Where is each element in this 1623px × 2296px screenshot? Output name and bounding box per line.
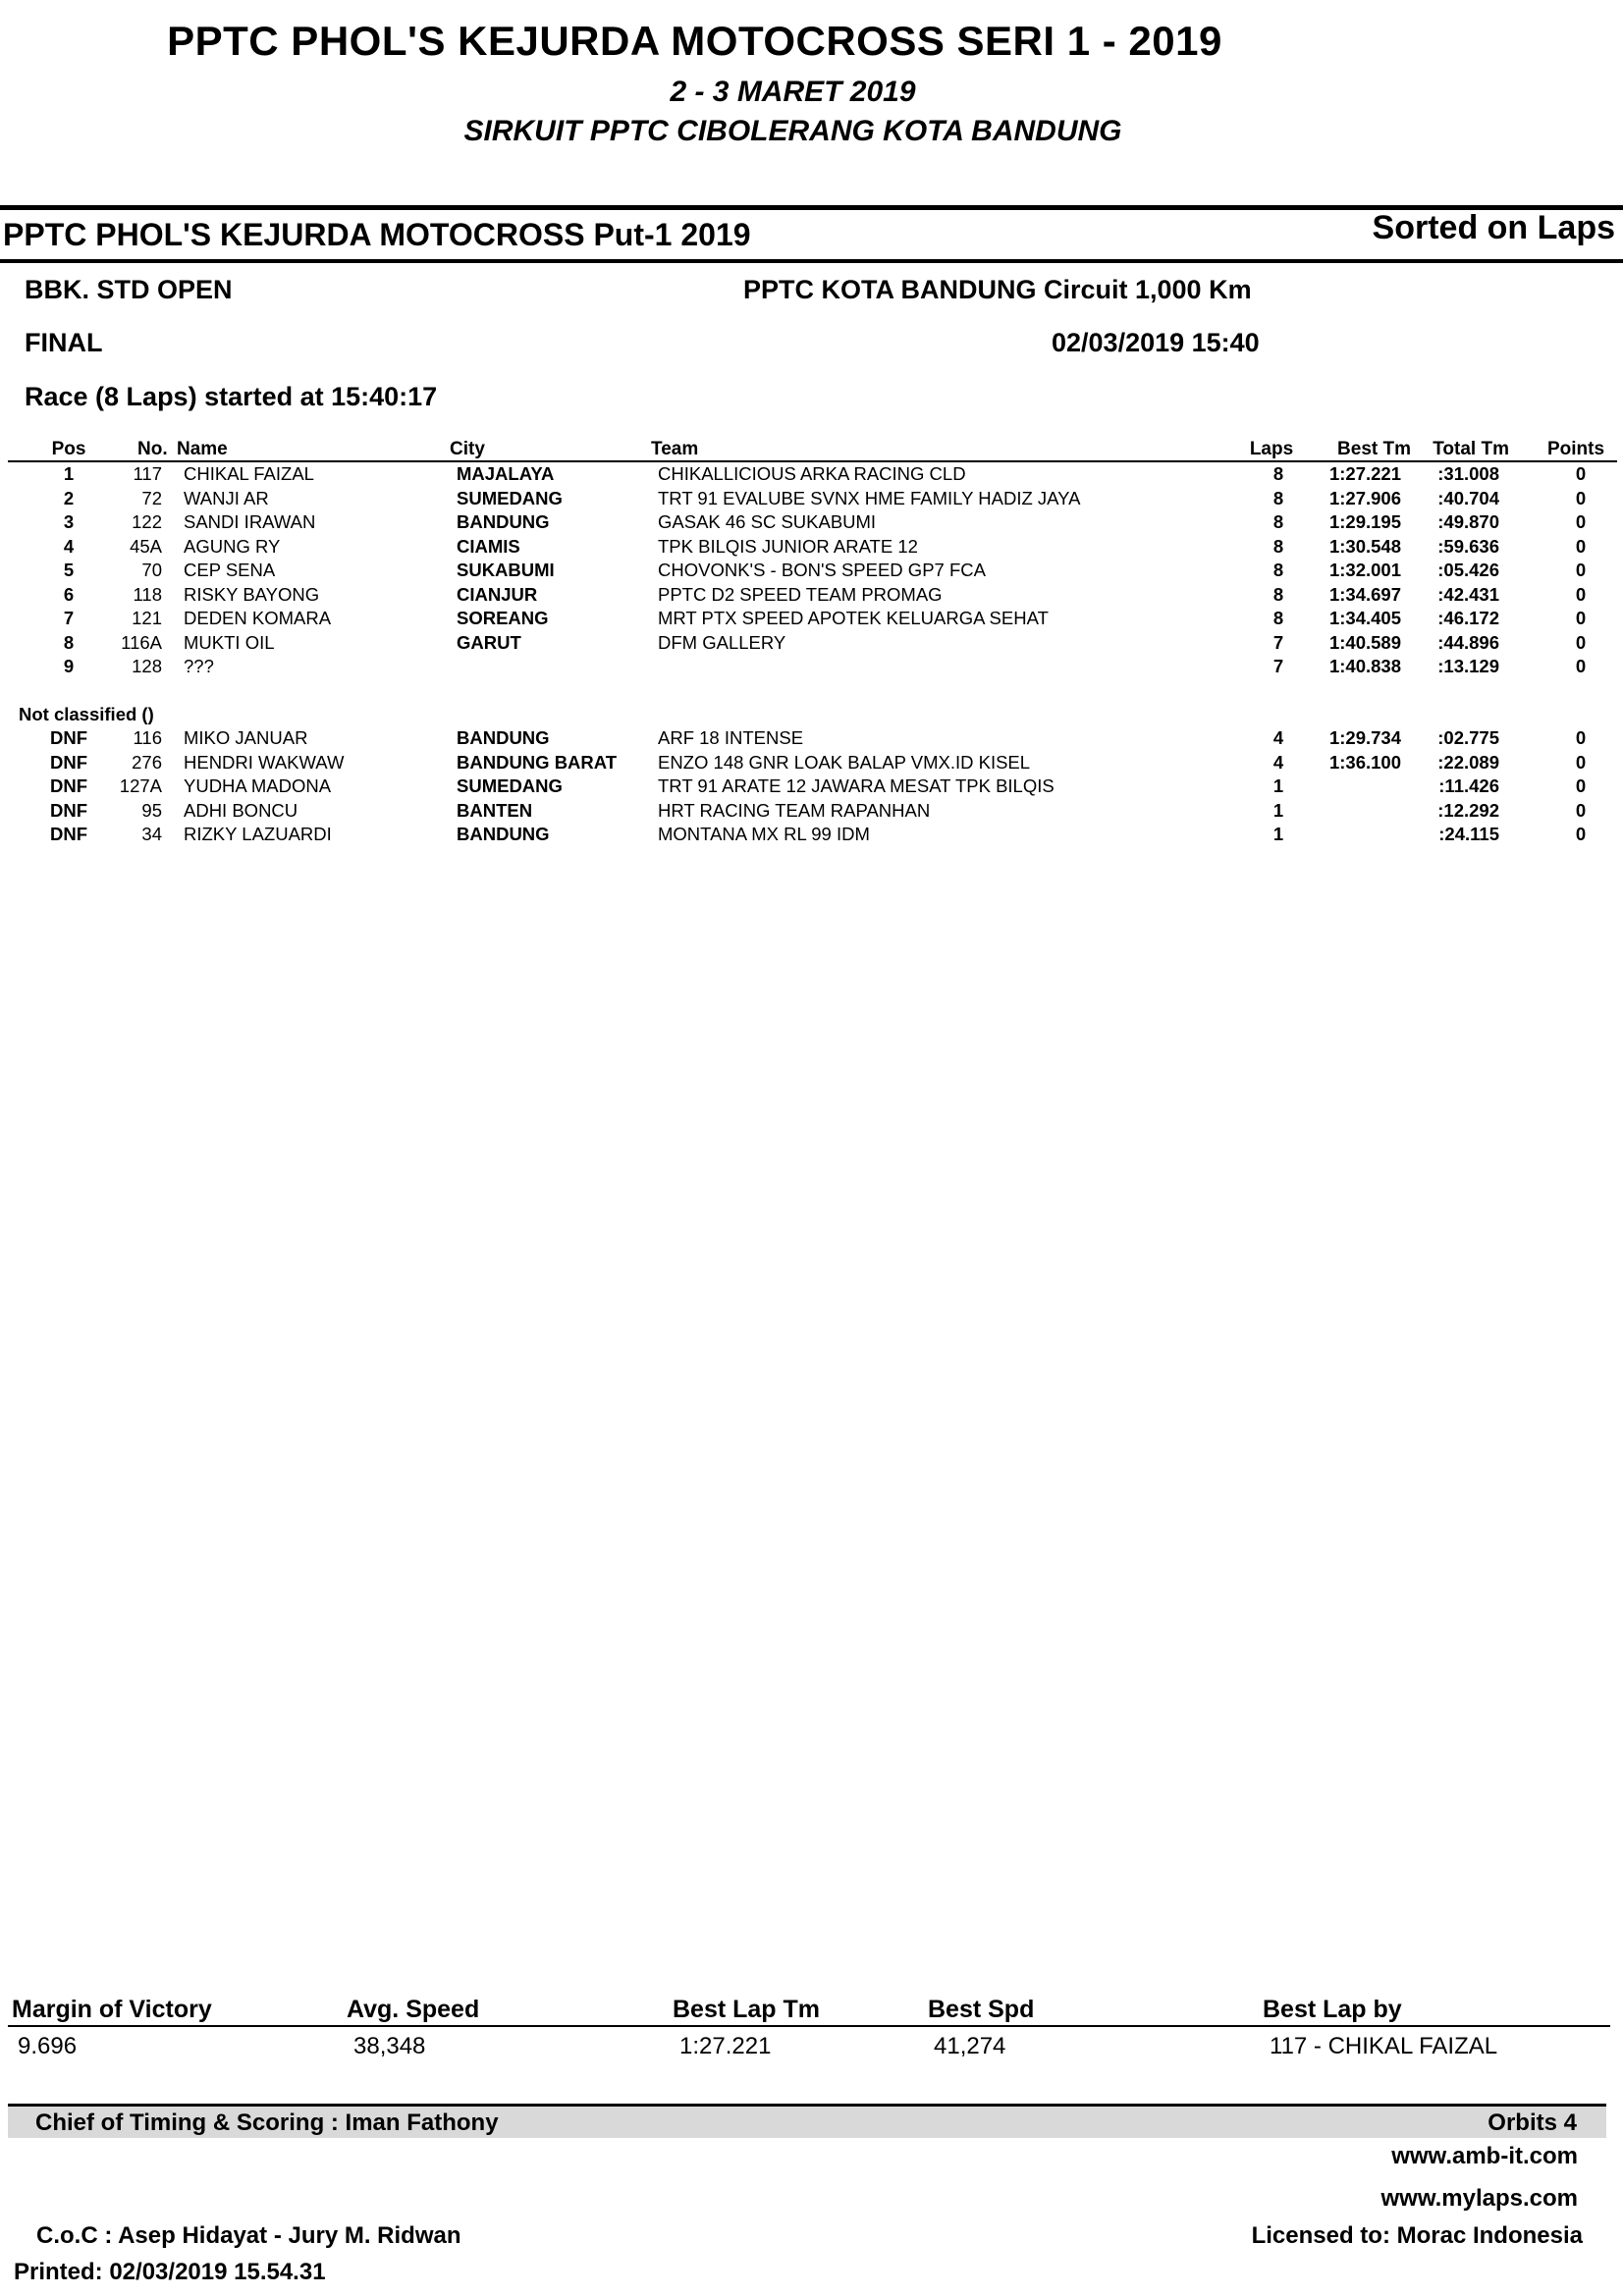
laps-cell: 8: [1272, 463, 1284, 484]
points-cell: 0: [1575, 511, 1587, 532]
race-title: PPTC PHOL'S KEJURDA MOTOCROSS Put-1 2019: [3, 217, 751, 252]
table-row: [0, 607, 1623, 631]
city-cell: BANDUNG: [457, 727, 550, 748]
team-cell: ARF 18 INTENSE: [658, 727, 804, 748]
col-name: Name: [177, 439, 228, 459]
table-row: [0, 774, 1623, 799]
rider-name-cell: RIZKY LAZUARDI: [184, 824, 332, 844]
printed-timestamp: Printed: 02/03/2019 15.54.31: [14, 2259, 326, 2285]
race-started: Race (8 Laps) started at 15:40:17: [25, 382, 438, 411]
total-time-cell: :22.089: [1437, 751, 1499, 773]
avg-speed-label: Avg. Speed: [347, 1996, 480, 2023]
total-time-cell: :40.704: [1437, 487, 1499, 508]
team-cell: GASAK 46 SC SUKABUMI: [658, 511, 877, 532]
number-cell: 116: [133, 727, 162, 748]
laps-cell: 8: [1272, 560, 1284, 580]
classified-rows: [0, 462, 1623, 679]
pos-cell: 9: [63, 656, 75, 676]
number-cell: 122: [132, 511, 162, 532]
not-classified-label: Not classified (): [19, 703, 154, 724]
best-time-cell: 1:32.001: [1328, 560, 1401, 580]
table-row: [0, 583, 1623, 608]
total-time-cell: :24.115: [1438, 824, 1499, 844]
best-time-cell: 1:29.734: [1328, 727, 1401, 748]
best-time-cell: 1:30.548: [1328, 535, 1401, 557]
rider-name-cell: YUDHA MADONA: [184, 775, 332, 796]
points-cell: 0: [1575, 799, 1587, 821]
number-cell: 116A: [121, 631, 162, 653]
rider-name-cell: MIKO JANUAR: [184, 727, 308, 748]
table-row: [0, 487, 1623, 511]
points-cell: 0: [1575, 751, 1587, 773]
table-row: [0, 559, 1623, 583]
pos-cell: 7: [63, 608, 75, 628]
laps-cell: 4: [1272, 751, 1284, 773]
city-cell: CIANJUR: [457, 583, 538, 605]
team-cell: PPTC D2 SPEED TEAM PROMAG: [658, 583, 943, 605]
city-cell: SUKABUMI: [457, 560, 555, 580]
total-time-cell: :59.636: [1437, 535, 1499, 557]
margin-label: Margin of Victory: [12, 1996, 212, 2023]
total-time-cell: :02.775: [1437, 727, 1499, 748]
best-spd-label: Best Spd: [928, 1996, 1035, 2023]
col-best: Best Tm: [1337, 439, 1411, 459]
total-time-cell: :49.870: [1437, 511, 1499, 532]
best-time-cell: 1:36.100: [1328, 751, 1401, 773]
pos-cell: 3: [63, 511, 75, 532]
col-team: Team: [651, 439, 699, 459]
best-time-cell: 1:34.405: [1328, 608, 1401, 628]
rider-name-cell: RISKY BAYONG: [184, 583, 320, 605]
timing-bar: [8, 2104, 1606, 2138]
pos-cell: DNF: [49, 824, 88, 844]
race-datetime: 02/03/2019 15:40: [1052, 328, 1260, 357]
points-cell: 0: [1575, 535, 1587, 557]
total-time-cell: :12.292: [1437, 799, 1499, 821]
rider-name-cell: HENDRI WAKWAW: [184, 751, 345, 773]
best-time-cell: 1:40.589: [1328, 631, 1401, 653]
points-cell: 0: [1575, 656, 1587, 676]
city-cell: SUMEDANG: [457, 775, 563, 796]
team-cell: DFM GALLERY: [658, 631, 786, 653]
city-cell: BANTEN: [457, 799, 533, 821]
rider-name-cell: CHIKAL FAIZAL: [184, 463, 314, 484]
event-date: 2 - 3 MARET 2019: [670, 76, 916, 108]
points-cell: 0: [1575, 608, 1587, 628]
summary-divider: [8, 2025, 1610, 2027]
orbits-version: Orbits 4: [1488, 2109, 1577, 2136]
col-city: City: [450, 439, 485, 459]
pos-cell: 1: [63, 463, 75, 484]
points-cell: 0: [1575, 631, 1587, 653]
rider-name-cell: MUKTI OIL: [184, 631, 275, 653]
pos-cell: DNF: [49, 775, 88, 796]
total-time-cell: :31.008: [1437, 463, 1499, 484]
city-cell: BANDUNG BARAT: [457, 751, 618, 773]
total-time-cell: :05.426: [1437, 560, 1499, 580]
number-cell: 117: [133, 463, 162, 484]
col-total: Total Tm: [1433, 439, 1509, 459]
event-title: PPTC PHOL'S KEJURDA MOTOCROSS SERI 1 - 2019: [167, 18, 1222, 64]
city-cell: CIAMIS: [457, 535, 520, 557]
best-time-cell: 1:40.838: [1328, 656, 1401, 676]
total-time-cell: :46.172: [1437, 608, 1499, 628]
city-cell: BANDUNG: [457, 511, 550, 532]
laps-cell: 8: [1272, 487, 1284, 508]
pos-cell: 2: [63, 487, 75, 508]
laps-cell: 8: [1272, 511, 1284, 532]
sort-label: Sorted on Laps: [1372, 209, 1615, 246]
points-cell: 0: [1575, 560, 1587, 580]
best-lap-by-value: 117 - CHIKAL FAIZAL: [1270, 2033, 1498, 2059]
number-cell: 72: [141, 487, 162, 508]
rider-name-cell: DEDEN KOMARA: [184, 608, 332, 628]
rider-name-cell: CEP SENA: [184, 560, 276, 580]
results-table: [0, 439, 1623, 847]
points-cell: 0: [1575, 487, 1587, 508]
table-row: [0, 751, 1623, 775]
best-time-cell: 1:27.906: [1328, 487, 1401, 508]
rider-name-cell: ADHI BONCU: [184, 799, 298, 821]
table-row: [0, 631, 1623, 656]
best-lap-by-label: Best Lap by: [1263, 1996, 1402, 2023]
number-cell: 121: [132, 608, 162, 628]
total-time-cell: :11.426: [1438, 775, 1499, 796]
coc-jury: C.o.C : Asep Hidayat - Jury M. Ridwan: [36, 2222, 461, 2249]
team-cell: CHIKALLICIOUS ARKA RACING CLD: [658, 463, 966, 484]
team-cell: HRT RACING TEAM RAPANHAN: [658, 799, 931, 821]
city-cell: MAJALAYA: [457, 463, 555, 484]
rider-name-cell: SANDI IRAWAN: [184, 511, 316, 532]
points-cell: 0: [1575, 824, 1587, 844]
table-row: [0, 535, 1623, 560]
col-no: No.: [137, 439, 168, 459]
team-cell: ENZO 148 GNR LOAK BALAP VMX.ID KISEL: [658, 751, 1031, 773]
best-time-cell: 1:29.195: [1328, 511, 1401, 532]
table-row: [0, 510, 1623, 535]
team-cell: TPK BILQIS JUNIOR ARATE 12: [658, 535, 918, 557]
col-pos: Pos: [51, 439, 86, 459]
avg-speed-value: 38,348: [353, 2033, 426, 2059]
best-lap-value: 1:27.221: [679, 2033, 772, 2059]
chief-of-timing: Chief of Timing & Scoring : Iman Fathony: [35, 2109, 499, 2136]
laps-cell: 8: [1272, 583, 1284, 605]
pos-cell: 8: [63, 631, 75, 653]
number-cell: 95: [141, 799, 162, 821]
best-spd-value: 41,274: [934, 2033, 1006, 2059]
table-row: [0, 823, 1623, 847]
team-cell: CHOVONK'S - BON'S SPEED GP7 FCA: [658, 560, 986, 580]
city-cell: SOREANG: [457, 608, 549, 628]
table-row: [0, 462, 1623, 487]
number-cell: 128: [132, 656, 162, 676]
points-cell: 0: [1575, 775, 1587, 796]
laps-cell: 1: [1272, 824, 1284, 844]
table-header: [0, 439, 1623, 460]
rider-name-cell: ???: [184, 656, 214, 676]
table-row: [0, 799, 1623, 824]
laps-cell: 8: [1272, 608, 1284, 628]
best-lap-label: Best Lap Tm: [673, 1996, 821, 2023]
number-cell: 276: [132, 751, 162, 773]
event-venue: SIRKUIT PPTC CIBOLERANG KOTA BANDUNG: [463, 115, 1122, 147]
number-cell: 34: [141, 824, 162, 844]
race-class: BBK. STD OPEN: [25, 275, 233, 304]
col-points: Points: [1546, 439, 1605, 459]
laps-cell: 1: [1272, 799, 1284, 821]
total-time-cell: :44.896: [1437, 631, 1499, 653]
best-time-cell: 1:27.221: [1328, 463, 1401, 484]
not-classified-rows: [0, 726, 1623, 847]
table-row: [0, 655, 1623, 679]
pos-cell: DNF: [49, 799, 88, 821]
margin-value: 9.696: [18, 2033, 78, 2059]
col-laps: Laps: [1249, 439, 1294, 459]
pos-cell: 5: [63, 560, 75, 580]
number-cell: 127A: [119, 775, 162, 796]
pos-cell: DNF: [49, 727, 88, 748]
site-amb-link[interactable]: www.amb-it.com: [1391, 2143, 1578, 2169]
table-row: [0, 726, 1623, 751]
laps-cell: 7: [1272, 656, 1284, 676]
rider-name-cell: WANJI AR: [184, 487, 269, 508]
rider-name-cell: AGUNG RY: [184, 535, 281, 557]
team-cell: MONTANA MX RL 99 IDM: [658, 824, 870, 844]
laps-cell: 7: [1272, 631, 1284, 653]
race-title-divider: [0, 259, 1623, 263]
number-cell: 45A: [130, 535, 162, 557]
points-cell: 0: [1575, 727, 1587, 748]
points-cell: 0: [1575, 583, 1587, 605]
pos-cell: 6: [63, 583, 75, 605]
team-cell: TRT 91 ARATE 12 JAWARA MESAT TPK BILQIS: [658, 775, 1055, 796]
site-mylaps-link[interactable]: www.mylaps.com: [1380, 2185, 1578, 2212]
city-cell: SUMEDANG: [457, 487, 563, 508]
best-time-cell: 1:34.697: [1328, 583, 1401, 605]
total-time-cell: :13.129: [1437, 656, 1499, 676]
team-cell: MRT PTX SPEED APOTEK KELUARGA SEHAT: [658, 608, 1049, 628]
race-session: FINAL: [25, 328, 103, 357]
pos-cell: DNF: [49, 751, 88, 773]
points-cell: 0: [1575, 463, 1587, 484]
licensed-to: Licensed to: Morac Indonesia: [1251, 2222, 1583, 2249]
laps-cell: 8: [1272, 535, 1284, 557]
number-cell: 70: [141, 560, 162, 580]
laps-cell: 4: [1272, 727, 1284, 748]
race-circuit: PPTC KOTA BANDUNG Circuit 1,000 Km: [743, 275, 1252, 304]
city-cell: GARUT: [457, 631, 521, 653]
number-cell: 118: [133, 583, 162, 605]
pos-cell: 4: [63, 535, 75, 557]
team-cell: TRT 91 EVALUBE SVNX HME FAMILY HADIZ JAYA: [658, 487, 1081, 508]
total-time-cell: :42.431: [1437, 583, 1499, 605]
city-cell: BANDUNG: [457, 824, 550, 844]
laps-cell: 1: [1272, 775, 1284, 796]
